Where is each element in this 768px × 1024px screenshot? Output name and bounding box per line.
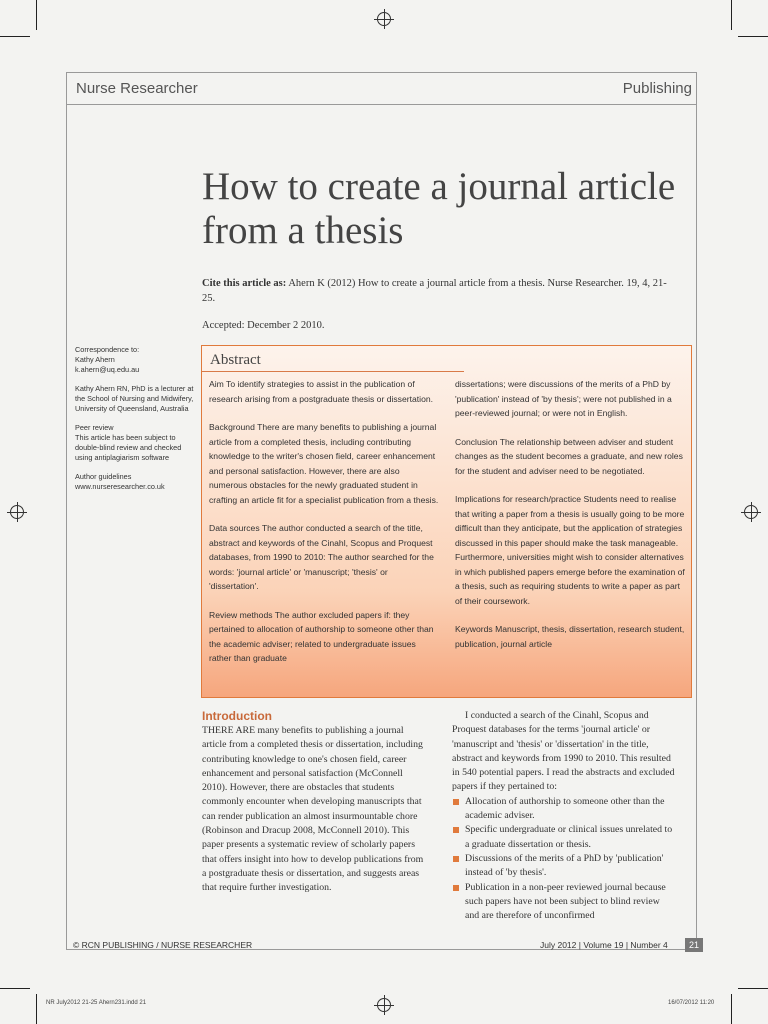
- journal-name: Nurse Researcher: [76, 80, 198, 97]
- abstract-data-sources: Data sources The author conducted a search of the title, abstract and keywords of the Cinahl, Scopus and Proquest databases, from 1990 to 2010: The author searched for the words: 'journal article' or 'manuscript; 'thesis' or 'dissertation'.: [209, 523, 434, 591]
- registration-mark-icon: [377, 998, 391, 1012]
- section-name: Publishing: [622, 80, 692, 97]
- abstract-column-1: [209, 377, 439, 680]
- registration-mark-icon: [10, 505, 24, 519]
- list-item: Allocation of authorship to someone other than the academic adviser.: [452, 795, 676, 824]
- abstract-box: [201, 345, 692, 698]
- author-guidelines: Author guidelines www.nurseresearcher.co.uk: [75, 472, 165, 491]
- introduction-text: THERE ARE many benefits to publishing a journal article from a completed thesis or dissertation, including contributing knowledge to one's chosen field, career enhancement and personal satisfaction (McConnell 2010). However, there are obstacles that students commonly encounter when developing manuscripts that can render publication an almost insurmountable chore (Robinson and Dracup 2008, McConnell 2010). This paper presents a systematic review of scholarly papers that offers insight into how to develop publications from a postgraduate thesis or dissertation, and suggests areas that require further investigation.: [202, 725, 424, 894]
- header-divider: [66, 104, 697, 105]
- abstract-heading: Abstract: [210, 352, 261, 368]
- author-bio: Kathy Ahern RN, PhD is a lecturer at the School of Nursing and Midwifery, University of Queensland, Australia: [75, 384, 194, 413]
- list-item: Specific undergraduate or clinical issues unrelated to a graduate dissertation or thesis.: [452, 823, 676, 852]
- citation: [202, 276, 672, 306]
- crop-mark: [36, 994, 37, 1024]
- crop-mark: [0, 988, 30, 989]
- cite-text: Ahern K (2012) How to create a journal article from a thesis. Nurse Researcher. 19, 4, 21-25.: [202, 278, 667, 304]
- abstract-review-methods: Review methods The author excluded papers if: they pertained to allocation of authorship to someone other than the academic adviser; related to undergraduate issues rather than graduate: [209, 609, 434, 663]
- abstract-conclusion: Conclusion The relationship between adviser and student changes as the student becomes a graduate, and new roles for the student and adviser need to be negotiated.: [455, 436, 683, 476]
- search-method-text: I conducted a search of the Cinahl, Scopus and Proquest databases for the terms 'journal article' or 'manuscript and 'thesis' or 'dissertation' in the title, abstract and keywords from 1990 to 2010. This resulted in 540 potential papers. I read the abstracts and excluded papers if they pertained to:: [452, 710, 675, 793]
- correspondence: Correspondence to: Kathy Ahern k.ahern@uq.edu.au: [75, 345, 140, 374]
- body-column-1: [202, 709, 426, 896]
- registration-mark-icon: [744, 505, 758, 519]
- abstract-background: Background There are many benefits to publishing a journal article from a completed thesis, including contributing knowledge to the writer's chosen field, career enhancement and personal satisfaction. However, there are also numerous obstacles for the newly graduated student in crafting an article fit for a specialist publication from a thesis.: [209, 422, 439, 505]
- copyright: © RCN PUBLISHING / NURSE RESEARCHER: [73, 940, 253, 950]
- list-item: Discussions of the merits of a PhD by 'publication' instead of 'by thesis'.: [452, 852, 676, 881]
- author-sidebar: [75, 345, 195, 501]
- exclusion-list: [452, 795, 676, 924]
- guidelines-link[interactable]: www.nurseresearcher.co.uk: [75, 482, 165, 491]
- crop-mark: [731, 0, 732, 30]
- print-timestamp: 16/07/2012 11:20: [668, 1000, 715, 1006]
- crop-mark: [738, 36, 768, 37]
- crop-mark: [731, 994, 732, 1024]
- abstract-keywords: Keywords Manuscript, thesis, dissertation, research student, publication, journal article: [455, 624, 685, 649]
- abstract-implications: Implications for research/practice Students need to realise that writing a paper from a thesis is usually going to be more difficult than they anticipate, but the application of strategies discussed in this paper should make the task manageable. Furthermore, universities might wish to consider alternatives in which published papers emerge before the examination of a thesis, such as requiring students to write a paper as part of their coursework.: [455, 494, 685, 606]
- accepted-date: Accepted: December 2 2010.: [202, 320, 325, 331]
- crop-mark: [36, 0, 37, 30]
- file-info: NR July2012 21-25 Ahern231.indd 21: [46, 1000, 147, 1006]
- cite-label: Cite this article as:: [202, 278, 287, 289]
- body-column-2: [452, 709, 676, 923]
- abstract-column-2: [455, 377, 685, 665]
- abstract-divider: [202, 371, 464, 372]
- crop-mark: [738, 988, 768, 989]
- article-title: How to create a journal article from a thesis: [202, 165, 676, 252]
- page-number: 21: [685, 938, 703, 952]
- crop-mark: [0, 36, 30, 37]
- abstract-aim: Aim To identify strategies to assist in the publication of research arising from a postgraduate thesis or dissertation.: [209, 379, 434, 404]
- peer-review: Peer review This article has been subject to double-blind review and checked using antiplagiarism software: [75, 423, 182, 462]
- registration-mark-icon: [377, 12, 391, 26]
- introduction-heading: Introduction: [202, 709, 272, 723]
- list-item: Publication in a non-peer reviewed journal because such papers have not been subject to blind review and are therefore of unconfirmed: [452, 881, 676, 924]
- author-email[interactable]: k.ahern@uq.edu.au: [75, 365, 140, 374]
- abstract-review-methods-cont: dissertations; were discussions of the merits of a PhD by 'publication' instead of 'by thesis'; were not published in a peer-reviewed journal; or were not in English.: [455, 379, 672, 418]
- issue-info: July 2012 | Volume 19 | Number 4: [540, 940, 668, 950]
